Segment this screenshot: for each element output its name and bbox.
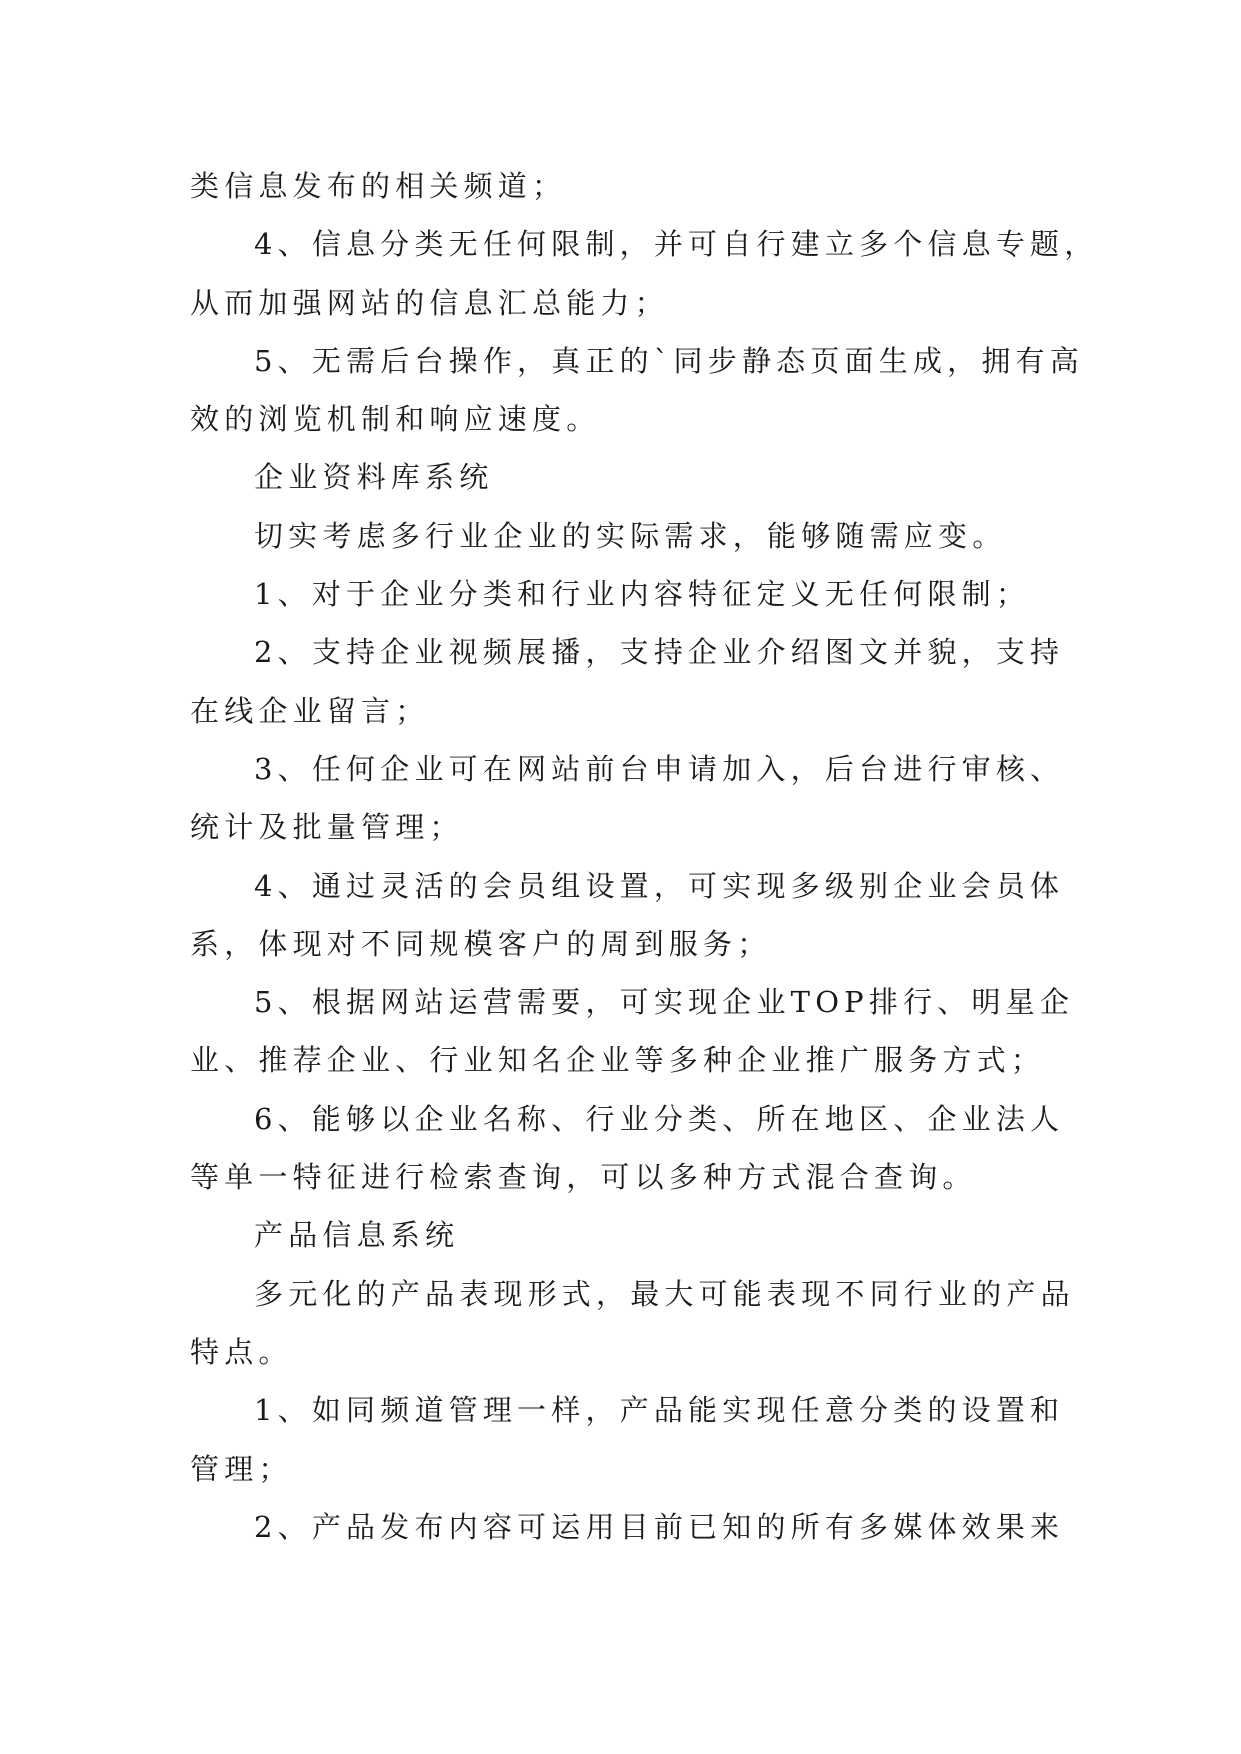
text-line: 2、支持企业视频展播，支持企业介绍图文并貌，支持	[254, 635, 1065, 670]
text-line: 管理；	[190, 1451, 293, 1486]
text-line: 5、无需后台操作，真正的`同步静态页面生成，拥有高	[254, 343, 1084, 378]
text-line: 统计及批量管理；	[190, 810, 464, 845]
section-heading: 企业资料库系统	[254, 460, 494, 495]
text-line: 等单一特征进行检索查询，可以多种方式混合查询。	[190, 1160, 977, 1195]
text-line: 3、任何企业可在网站前台申请加入，后台进行审核、	[254, 751, 1065, 786]
text-line: 系，体现对不同规模客户的周到服务；	[190, 926, 772, 961]
section-heading: 产品信息系统	[254, 1218, 460, 1253]
text-line: 4、通过灵活的会员组设置，可实现多级别企业会员体	[254, 868, 1065, 903]
text-line: 在线企业留言；	[190, 693, 430, 728]
text-line: 6、能够以企业名称、行业分类、所在地区、企业法人	[254, 1101, 1065, 1136]
text-line: 5、根据网站运营需要，可实现企业TOP排行、明星企	[254, 985, 1075, 1020]
document-body	[190, 157, 1099, 1556]
text-line: 切实考虑多行业企业的实际需求，能够随需应变。	[254, 518, 1007, 553]
text-line: 1、如同频道管理一样，产品能实现任意分类的设置和	[254, 1393, 1065, 1428]
text-line: 2、产品发布内容可运用目前已知的所有多媒体效果来	[254, 1509, 1065, 1544]
text-line: 效的浏览机制和响应速度。	[190, 402, 601, 437]
text-line: 4、信息分类无任何限制，并可自行建立多个信息专题，	[254, 227, 1099, 262]
text-line: 多元化的产品表现形式，最大可能表现不同行业的产品	[254, 1276, 1075, 1311]
text-line: 特点。	[190, 1334, 293, 1369]
text-line: 1、对于企业分类和行业内容特征定义无任何限制；	[254, 577, 1031, 612]
text-line: 从而加强网站的信息汇总能力；	[190, 285, 669, 320]
text-line: 业、推荐企业、行业知名企业等多种企业推广服务方式；	[190, 1043, 1046, 1078]
text-line: 类信息发布的相关频道；	[190, 169, 567, 203]
